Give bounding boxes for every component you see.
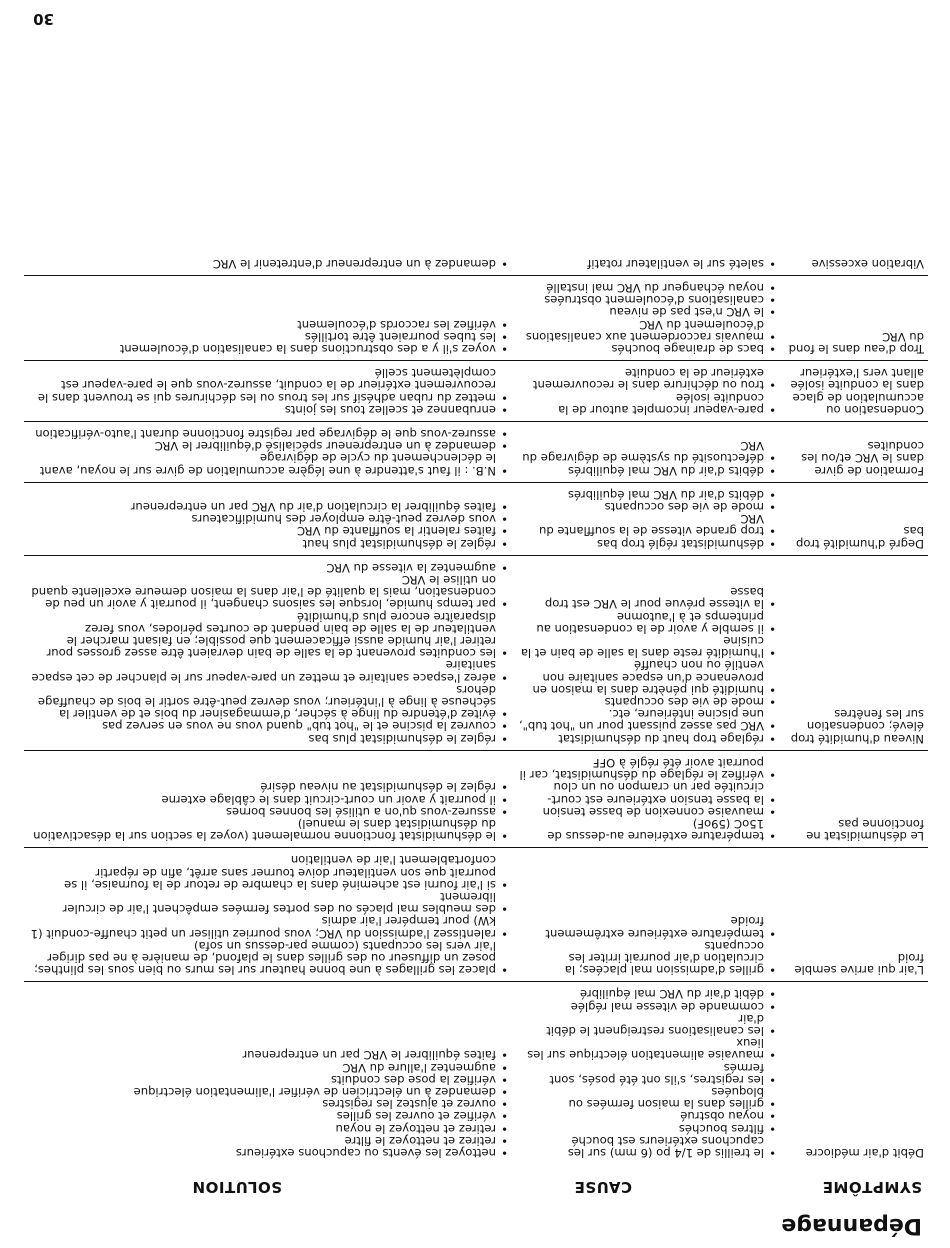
cause-cell — [514, 555, 782, 750]
symptom-cell: Condensation ou accumulation de glace dans la conduite isolée allant vers l'extérieur — [782, 361, 928, 422]
page-number: 30 — [33, 10, 54, 28]
cause-item: • humidité qui pénètre dans la maison en provenance d'un espace sanitaire non ventilé ou non chauffé — [518, 659, 778, 696]
table-row — [24, 555, 928, 750]
solution-list — [28, 367, 510, 416]
troubleshooting-table — [24, 252, 928, 1164]
solution-item: • vérifiez la pose des conduits — [28, 1074, 510, 1086]
symptom-header: SYMPTÔME — [822, 1178, 922, 1196]
cause-item: • commande de vitesse mal réglée — [518, 1000, 778, 1012]
cause-cell — [514, 750, 782, 847]
cause-cell — [514, 421, 782, 482]
solution-cell — [24, 555, 514, 750]
cause-item: • le VRC n'est pas de niveau — [518, 306, 778, 318]
solution-item: • vous devrez peut-être employer des humidificateurs — [28, 513, 510, 525]
cause-list — [518, 258, 778, 270]
solution-header: SOLUTION — [192, 1178, 282, 1196]
cause-item: • débit d'air du VRC mal équilibré — [518, 988, 778, 1000]
solution-item: • aérez l'espace sanitaire et mettez un pare-vapeur sur le plancher de cet espace sanitaire — [28, 659, 510, 683]
cause-item: • l'humidité reste dans la salle de bain et la cuisine — [518, 635, 778, 659]
cause-item: • noyau obstrué — [518, 1110, 778, 1122]
cause-list — [518, 915, 778, 976]
table-row — [24, 482, 928, 555]
solution-cell — [24, 252, 514, 276]
solution-item: • demandez à un électricien de vérifier l'alimentation électrique — [28, 1086, 510, 1098]
solution-item: • mettez du ruban adhésif sur les trous ou les déchirures qui se trouvent dans le recouvrement extérieur de la conduit, assurez-vous que le pare-vapeur est complètement scellé — [28, 367, 510, 404]
solution-cell — [24, 275, 514, 360]
table-row — [24, 982, 928, 1164]
solution-list — [28, 318, 510, 355]
cause-cell — [514, 848, 782, 982]
solution-item: • les conduites provenant de la salle de bain devraient être assez grosses pour retirer l'air humide aussi efficacement que possible; en faisant marcher le ventilateur de la salle de bain pendant de courtes périodes, vous ferez disparaître encore plus d'humidité — [28, 610, 510, 659]
cause-cell — [514, 982, 782, 1164]
cause-list — [518, 282, 778, 355]
solution-cell — [24, 982, 514, 1164]
table-row — [24, 421, 928, 482]
solution-cell — [24, 421, 514, 482]
cause-item: • bacs de drainage bouchés — [518, 343, 778, 355]
cause-item: • VRC pas assez puissant pour un "hot tub", une piscine intérieure, etc. — [518, 708, 778, 732]
solution-cell — [24, 361, 514, 422]
cause-item: • température extérieure extrêmement froide — [518, 915, 778, 939]
table-row — [24, 252, 928, 276]
solution-list — [28, 1049, 510, 1159]
solution-cell — [24, 750, 514, 847]
symptom-cell: Débit d'air médiocre — [805, 1146, 924, 1160]
cause-item: • filtres bouchés — [518, 1122, 778, 1134]
solution-item: • le déshumidistat fonctionne normalement (voyez la section sur la désactivation du déshumidistat dans le manuel) — [28, 818, 510, 842]
cause-item: • le treillis de 1/4 po (6 mm) sur les capuchons extérieurs est bouché — [518, 1135, 778, 1159]
cause-item: • mode de vie des occupants — [518, 696, 778, 708]
solution-item: • réglez le déshumidistat plus haut — [28, 537, 510, 549]
symptom-cell: Formation de givre dans le VRC et/ou les conduites — [782, 421, 928, 482]
solution-list — [28, 854, 510, 976]
cause-item: • la vitesse prévue pour le VRC est trop basse — [518, 586, 778, 610]
solution-item: • vérifiez les raccords d'écoulement — [28, 318, 510, 330]
cause-list — [518, 757, 778, 842]
solution-item: • réglez le déshumidistat plus bas — [28, 733, 510, 745]
cause-item: • grilles d'admission mal placées; la circulation d'air pourrait irriter les occupants — [518, 940, 778, 977]
cause-item: • il semble y avoir de la condensation au printemps et à l'automne — [518, 610, 778, 634]
solution-list — [28, 562, 510, 745]
cause-header: CAUSE — [574, 1178, 632, 1196]
page-title: Dépannage — [781, 1213, 922, 1238]
solution-item: • faites équilibrer le VRC par un entrepreneur — [28, 1049, 510, 1061]
cause-item: • noyau échangeur du VRC mal installé — [518, 282, 778, 294]
solution-item: • faites équilibrer la circulation d'air du VRC par un entrepreneur — [28, 501, 510, 513]
solution-item: • augmentez l'allure du VRC — [28, 1061, 510, 1073]
solution-item: • placez les grillages à une bonne hauteur sur les murs ou bien sous les plinthes; posez un diffuseur ou des grilles dans le plafond, de manière à ne pas diriger l'air vers les occupants (comme par-dessus un sofa) — [28, 940, 510, 977]
solution-item: • réglez le déshumidistat au niveau désiré — [28, 781, 510, 793]
cause-cell — [514, 361, 782, 422]
symptom-cell: Vibration excessive — [782, 252, 928, 276]
solution-item: • N.B. : il faut s'attendre à une légère accumulation de givre sur le noyau, avant le déclenchement du cycle de dégivrage — [28, 452, 510, 476]
solution-item: • demandez à un entrepreneur spécialisé d'équilibrer le VRC — [28, 440, 510, 452]
cause-list — [518, 586, 778, 745]
solution-cell — [24, 482, 514, 555]
solution-item: • il pourrait y avoir un court-circuit dans le câblage externe — [28, 793, 510, 805]
symptom-cell: Degré d'humidité trop bas — [782, 482, 928, 555]
cause-item: • défectuosité du système de dégivrage du VRC — [518, 440, 778, 464]
solution-item: • faites ralentir la soufflante du VRC — [28, 525, 510, 537]
cause-item: • mauvaise alimentation électrique sur les lieux — [518, 1037, 778, 1061]
solution-item: • assurez-vous que le dégivrage par registre fonctionne durant l'auto-vérification — [28, 428, 510, 440]
solution-item: • évitez d'étendre du linge à sécher, d'emmagasiner du bois et de ventiler la sécheuse à linge à l'intérieur; vous devrez peut-être sortir le bois de chauffage dehors — [28, 684, 510, 721]
cause-list — [518, 489, 778, 550]
cause-cell — [514, 252, 782, 276]
table-row — [24, 361, 928, 422]
cause-item: • les canalisations restreignent le débit d'air — [518, 1013, 778, 1037]
solution-item: • assurez-vous qu'on a utilisé les bonnes bornes — [28, 806, 510, 818]
column-headers — [0, 1174, 950, 1196]
table-row — [24, 848, 928, 982]
symptom-cell: Trop d'eau dans le fond du VRC — [782, 275, 928, 360]
solution-item: • les tubes pourraient être tortillés — [28, 331, 510, 343]
solution-item: • retirez et nettoyez le noyau — [28, 1122, 510, 1134]
table-row — [24, 750, 928, 847]
solution-item: • voyez s'il y a des obstructions dans la canalisation d'écoulement — [28, 343, 510, 355]
solution-item: • enrubannez et scellez tous les joints — [28, 404, 510, 416]
solution-list — [28, 501, 510, 550]
cause-item: • vérifiez le réglage du déshumidistat, car il pourrait avoir été réglé à OFF — [518, 757, 778, 781]
cause-item: • pare-vapeur incomplet autour de la conduite isolée — [518, 391, 778, 415]
cause-list — [518, 367, 778, 416]
cause-item: • réglage trop haut du déshumidistat — [518, 733, 778, 745]
solution-list — [28, 781, 510, 842]
solution-item: • nettoyez les évents ou capuchons extérieurs — [28, 1147, 510, 1159]
cause-list — [518, 988, 778, 1159]
solution-item: • des meubles mal placés ou des portes fermées empêchent l'air de circuler librement — [28, 891, 510, 915]
cause-item: • la basse tension extérieure est court-circuitée par un crampon ou un clou — [518, 781, 778, 805]
cause-item: • canalisations d'écoulement obstruées — [518, 294, 778, 306]
cause-list — [518, 440, 778, 477]
symptom-cell: Niveau d'humidité trop élevé; condensation sur les fenêtres — [782, 555, 928, 750]
solution-item: • ralentissez l'admission du VRC; vous pourriez utiliser un petit chauffe-conduit (1 kW) pour tempérer l'air admis — [28, 915, 510, 939]
solution-cell — [24, 848, 514, 982]
cause-item: • température extérieure au-dessus de 15oC (59oF) — [518, 818, 778, 842]
solution-item: • retirez et nettoyez le filtre — [28, 1135, 510, 1147]
solution-list — [28, 258, 510, 270]
cause-item: • mauvaise connexion de basse tension — [518, 806, 778, 818]
solution-item: • couvrez la piscine et le "hot tub" quand vous ne vous en servez pas — [28, 720, 510, 732]
symptom-cell: L'air qui arrive semble froid — [782, 848, 928, 982]
cause-item: • mauvais raccordement aux canalisations d'écoulement du VRC — [518, 318, 778, 342]
cause-item: • grilles dans la maison fermées ou bloquées — [518, 1086, 778, 1110]
cause-item: • mode de vie des occupants — [518, 501, 778, 513]
solution-item: • augmentez la vitesse du VRC — [28, 562, 510, 574]
solution-item: • vérifiez et ouvrez les grilles — [28, 1110, 510, 1122]
cause-cell — [514, 482, 782, 555]
cause-item: • trou ou déchirure dans le recouvrement extérieur de la conduite — [518, 367, 778, 391]
table-row — [24, 275, 928, 360]
cause-item: • déshumidistat réglé trop bas — [518, 537, 778, 549]
symptom-cell: Le déshumidistat ne fonctionne pas — [782, 750, 928, 847]
solution-item: • demandez à un entrepreneur d'entretenir le VRC — [28, 258, 510, 270]
cause-item: • saleté sur le ventilateur rotatif — [518, 258, 778, 270]
cause-cell — [514, 275, 782, 360]
cause-item: • les registres, s'ils ont été posés, sont fermés — [518, 1061, 778, 1085]
solution-item: • par temps humide, lorsque les saisons changent, il pourrait y avoir un peu de condensation, mais la qualité de l'air dans la maison demeure excellente quand on utilise le VRC — [28, 574, 510, 611]
cause-item: • débits d'air du VRC mal équilibrés — [518, 464, 778, 476]
solution-list — [28, 428, 510, 477]
solution-item: • ouvrez et ajustez les registres — [28, 1098, 510, 1110]
solution-item: • si l'air fourni est acheminé dans la chambre de retour de la fournaise, il se pourrait que son ventilateur doive tourner sans arrêt, afin de répartir confortablement l'air de ventilation — [28, 854, 510, 891]
cause-item: • débits d'air du VRC mal équilibrés — [518, 489, 778, 501]
cause-item: • trop grande vitesse de la soufflante du VRC — [518, 513, 778, 537]
